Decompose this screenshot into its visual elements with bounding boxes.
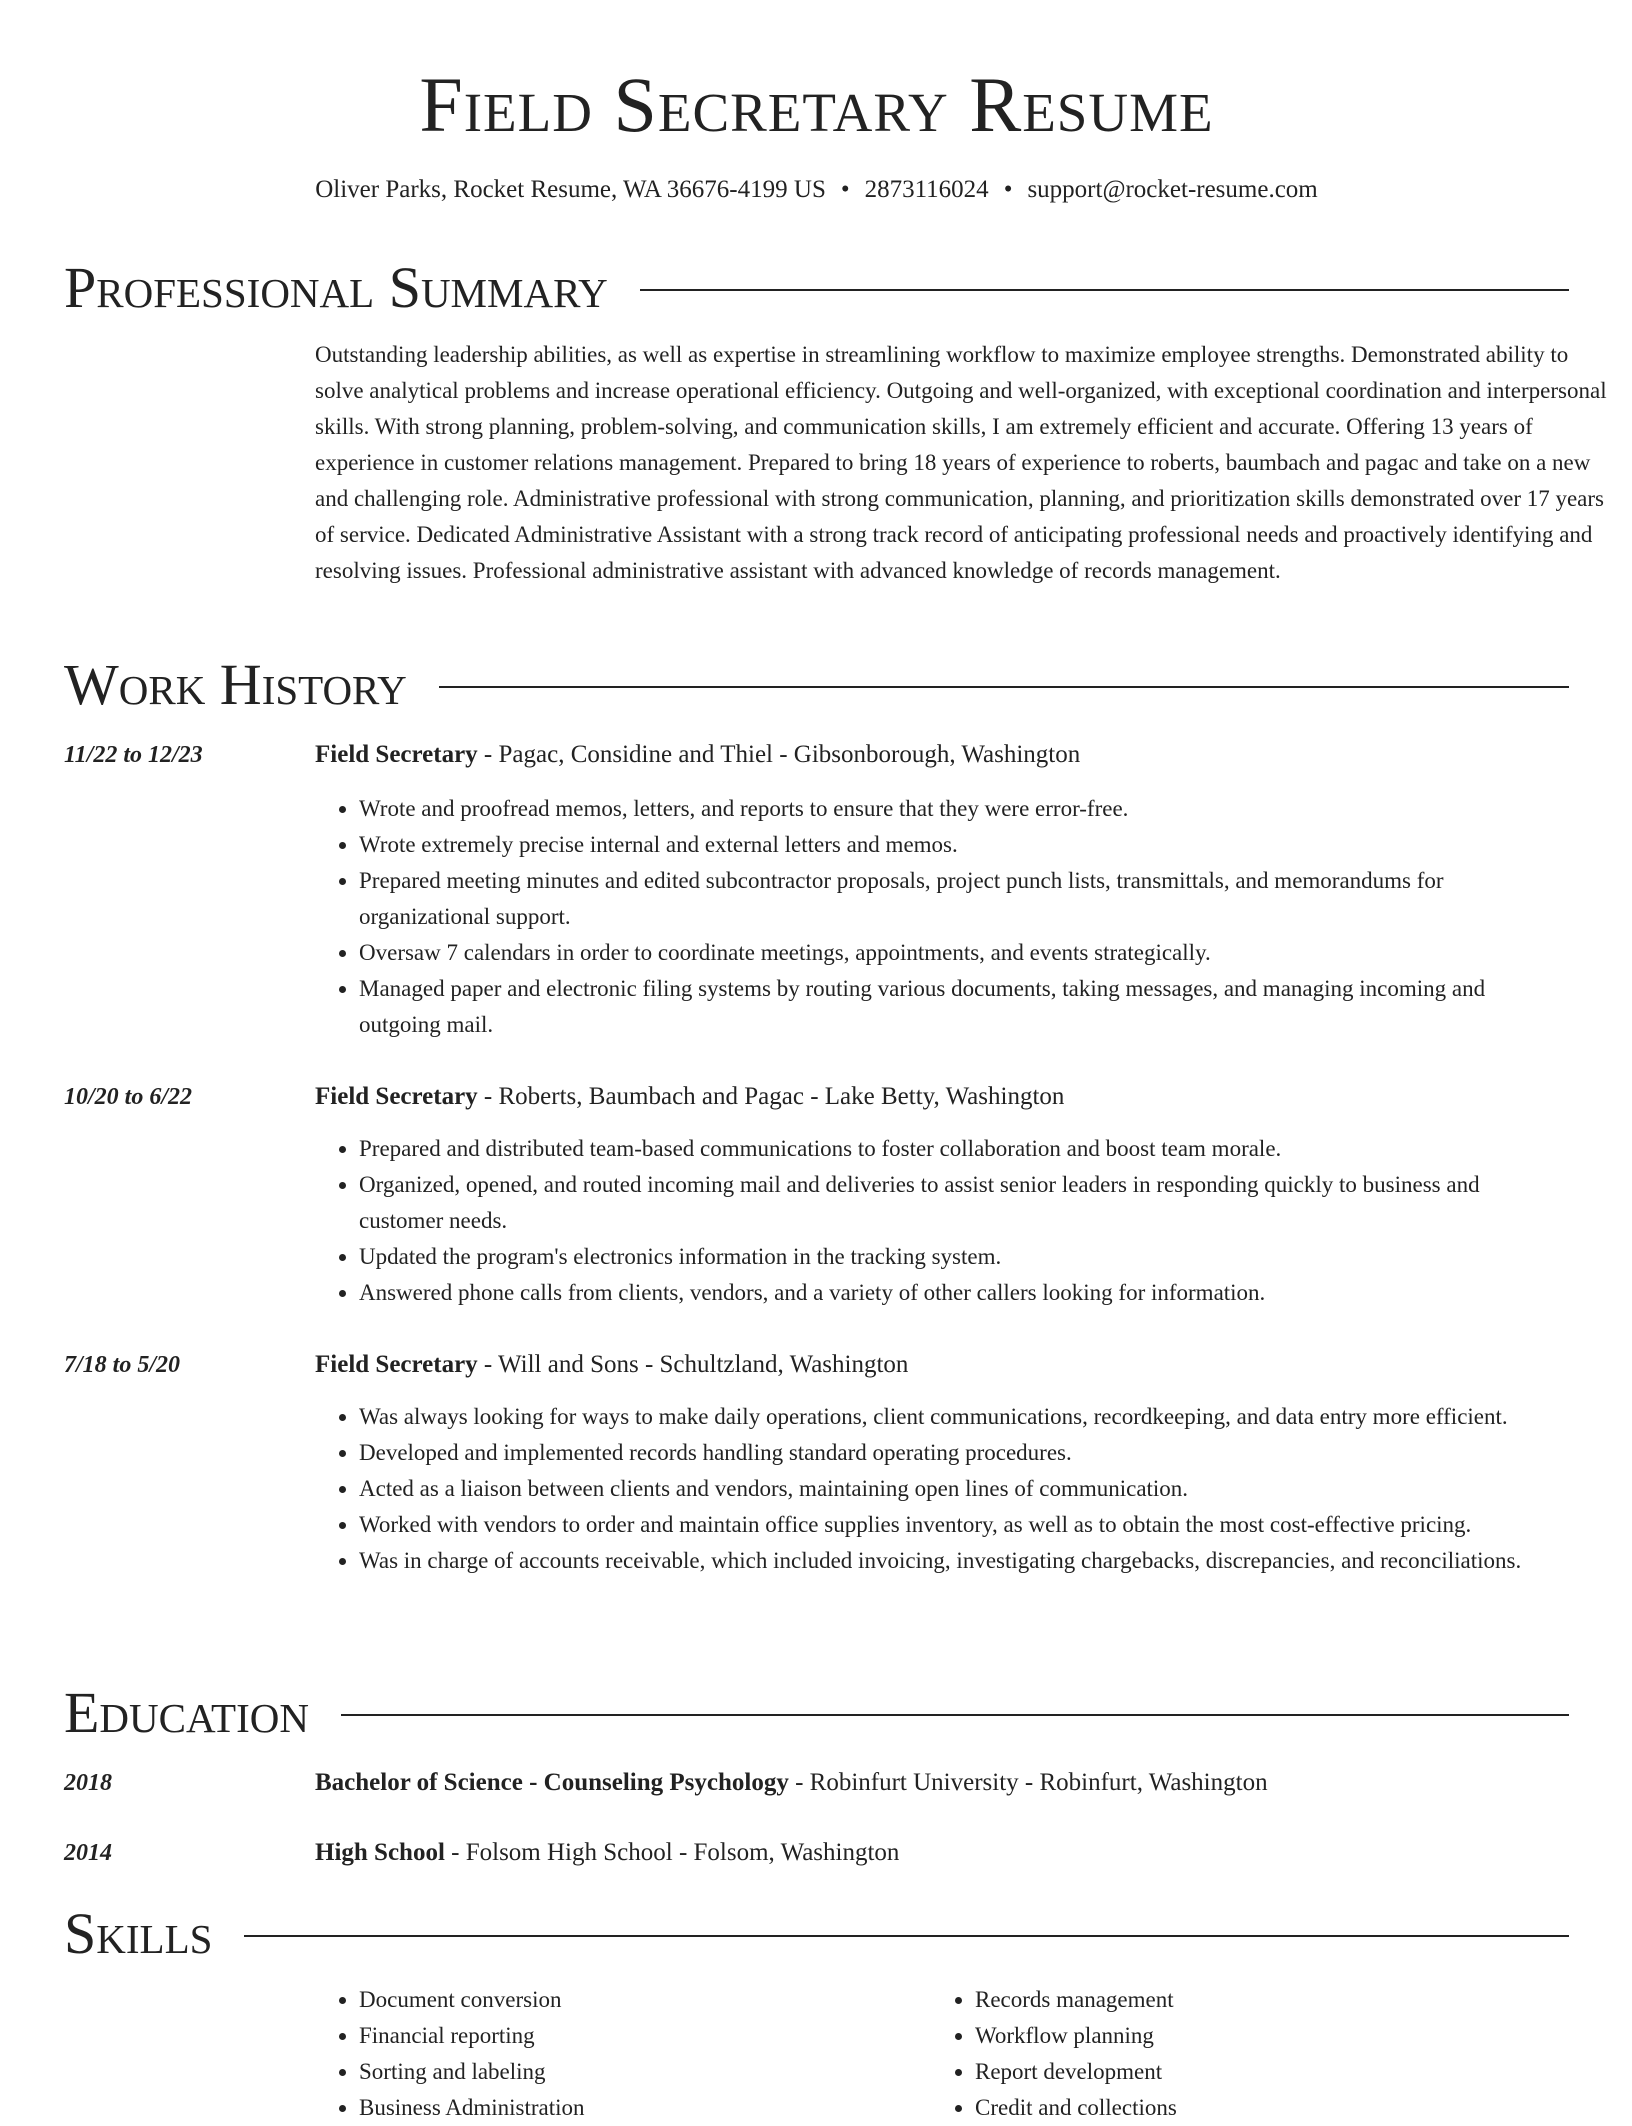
section-header-skills: [64, 1902, 1569, 1966]
job-bullet: • Managed paper and electronic filing systems by routing various documents, taking messages, and managing incoming and outgoing mail.: [359, 971, 1569, 1043]
job-bullet: • Was in charge of accounts receivable, which included invoicing, investigating chargebacks, discrepancies, and reconciliations.: [359, 1543, 1569, 1579]
section-title-work-history: Work History: [64, 652, 407, 717]
section-header-work-history: [64, 653, 1569, 717]
skills-column-left: [315, 1982, 875, 2126]
job-bullet: • Wrote extremely precise internal and external letters and memos.: [359, 827, 1569, 863]
job-details: - Pagac, Considine and Thiel - Gibsonborough, Washington: [477, 741, 1081, 768]
job-date: 7/18 to 5/20: [64, 1352, 181, 1378]
education-degree: High School: [315, 1839, 445, 1866]
job-role: Field Secretary: [315, 741, 478, 768]
skill-item: • Financial reporting: [359, 2018, 875, 2054]
job-bullet: • Prepared and distributed team-based communications to foster collaboration and boost team morale.: [359, 1131, 1569, 1167]
skill-item: • Workflow planning: [975, 2018, 1491, 2054]
job-role: Field Secretary: [315, 1351, 478, 1378]
section-divider: [341, 1714, 1569, 1716]
skills-column-right: [931, 1982, 1491, 2126]
section-divider: [244, 1935, 1569, 1937]
education-date: 2014: [64, 1840, 112, 1866]
section-title-skills: Skills: [64, 1901, 213, 1966]
section-title-education: Education: [64, 1680, 309, 1745]
job-heading: [315, 1079, 1569, 1115]
job-bullet: • Oversaw 7 calendars in order to coordinate meetings, appointments, and events strategically.: [359, 935, 1569, 971]
job-bullet: • Was always looking for ways to make daily operations, client communications, recordkeeping, and data entry more efficient.: [359, 1399, 1569, 1435]
contact-address: Oliver Parks, Rocket Resume, WA 36676-4199 US: [315, 176, 826, 203]
education-date: 2018: [64, 1770, 112, 1796]
job-role: Field Secretary: [315, 1083, 478, 1110]
job-bullet: • Prepared meeting minutes and edited subcontractor proposals, project punch lists, transmittals, and memorandums for organizational support.: [359, 863, 1569, 935]
skill-item: • Business Administration: [359, 2090, 875, 2126]
summary-text: Outstanding leadership abilities, as well as expertise in streamlining workflow to maximize employee strengths. Demonstrated ability to solve analytical problems and increase operational efficiency. Outgoing and well-organized, with exceptional coordination and interpersonal skills. With strong planning, problem-solving, and communication skills, I am extremely efficient and accurate. Offering 13 years of experience in customer relations management. Prepared to bring 18 years of experience to roberts, baumbach and pagac and take on a new and challenging role. Administrative professional with strong communication, planning, and prioritization skills demonstrated over 17 years of service. Dedicated Administrative Assistant with a strong track record of anticipating professional needs and proactively identifying and resolving issues. Professional administrative assistant with advanced knowledge of records management.: [315, 342, 1607, 583]
job-bullet: • Updated the program's electronics information in the tracking system.: [359, 1239, 1569, 1275]
job-details: - Roberts, Baumbach and Pagac - Lake Betty, Washington: [477, 1083, 1065, 1110]
job-bullets: [315, 791, 1569, 1043]
education-details: - Folsom High School - Folsom, Washington: [444, 1839, 900, 1866]
section-divider: [640, 289, 1569, 291]
contact-email: support@rocket-resume.com: [1027, 176, 1318, 203]
contact-phone: 2873116024: [864, 176, 989, 203]
resume-title: Field Secretary Resume: [419, 61, 1214, 148]
job-bullet: • Developed and implemented records handling standard operating procedures.: [359, 1435, 1569, 1471]
skill-item: • Document conversion: [359, 1982, 875, 2018]
section-header-education: [64, 1681, 1569, 1745]
job-date: 11/22 to 12/23: [64, 742, 203, 768]
education-degree: Bachelor of Science - Counseling Psychology: [315, 1769, 789, 1796]
job-bullet: • Organized, opened, and routed incoming mail and deliveries to assist senior leaders in responding quickly to business and customer needs.: [359, 1167, 1569, 1239]
job-bullets: [315, 1399, 1569, 1579]
education-heading: [315, 1765, 1569, 1801]
section-header-summary: [64, 256, 1569, 320]
job-details: - Will and Sons - Schultzland, Washington: [477, 1351, 909, 1378]
job-bullets: [315, 1131, 1569, 1311]
contact-separator: •: [840, 176, 850, 203]
section-title-summary: Professional Summary: [64, 255, 608, 320]
education-details: - Robinfurt University - Robinfurt, Washington: [788, 1769, 1268, 1796]
job-bullet: • Wrote and proofread memos, letters, and reports to ensure that they were error-free.: [359, 791, 1569, 827]
job-date: 10/20 to 6/22: [64, 1084, 193, 1110]
education-heading: [315, 1835, 1569, 1871]
job-heading: [315, 1347, 1569, 1383]
job-heading: [315, 737, 1569, 773]
job-bullet: • Answered phone calls from clients, vendors, and a variety of other callers looking for information.: [359, 1275, 1569, 1311]
job-bullet: • Acted as a liaison between clients and vendors, maintaining open lines of communication.: [359, 1471, 1569, 1507]
job-bullet: • Worked with vendors to order and maintain office supplies inventory, as well as to obtain the most cost-effective pricing.: [359, 1507, 1569, 1543]
skill-item: • Report development: [975, 2054, 1491, 2090]
skill-item: • Sorting and labeling: [359, 2054, 875, 2090]
skill-item: • Records management: [975, 1982, 1491, 2018]
contact-line: [64, 172, 1569, 208]
section-divider: [439, 686, 1569, 688]
contact-separator: •: [1003, 176, 1013, 203]
skill-item: • Credit and collections: [975, 2090, 1491, 2126]
